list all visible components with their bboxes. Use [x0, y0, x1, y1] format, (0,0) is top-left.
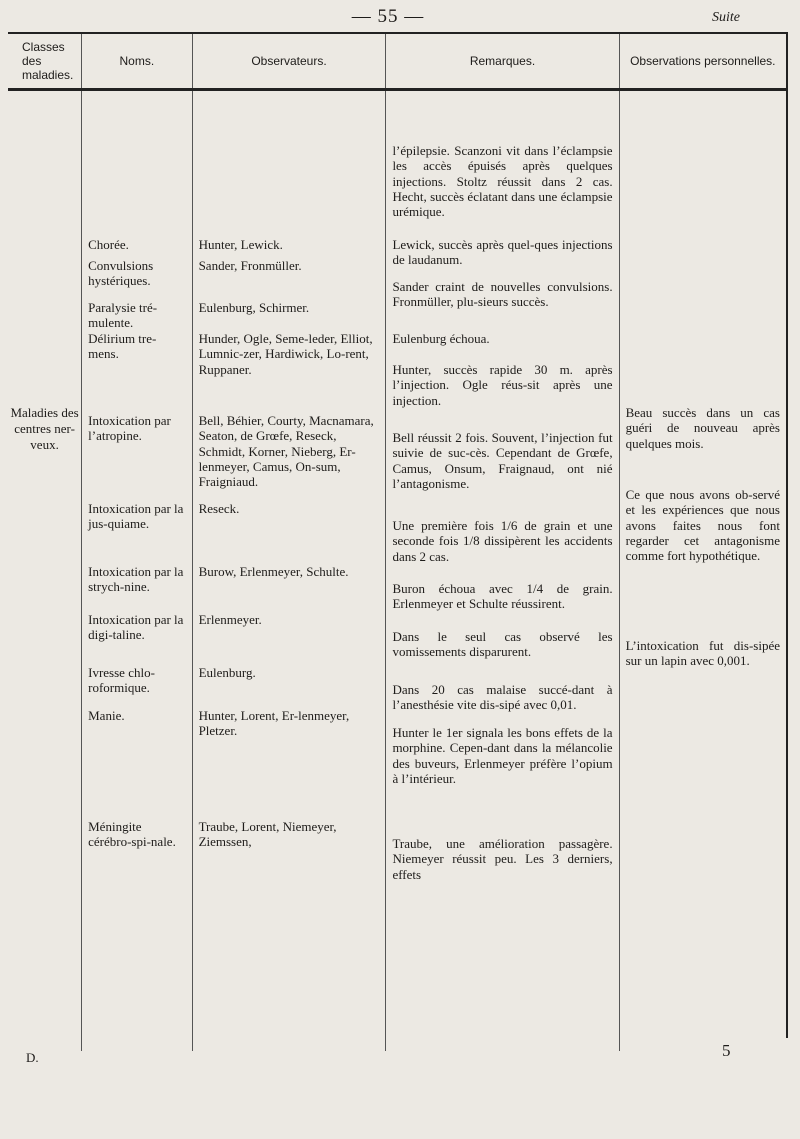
- nom-manie: Manie.: [88, 708, 125, 723]
- remarques-convulsions: Sander craint de nouvelles convulsions. Fronmüller, plu-sieurs succès.: [392, 279, 613, 310]
- remarques-meningite: Traube, une amélioration passagère. Niemeyer réussit peu. Les 3 derniers, effets: [392, 836, 613, 882]
- remarques-intro: l’épilepsie. Scanzoni vit dans l’éclampsie les accès épuisés après quelques injections. Stoltz réussit dans 2 cas. Hecht, succès éclatant dans une éclampsie urémique.: [392, 143, 613, 220]
- observateurs-paralysie: Eulenburg, Schirmer.: [198, 300, 310, 315]
- continuation-label: Suite: [712, 10, 740, 25]
- nom-convulsions: Convulsions hystériques.: [88, 258, 154, 289]
- nom-paralysie: Paralysie tré-mulente.: [88, 300, 158, 331]
- nom-chorée: Chorée.: [88, 237, 129, 252]
- column-header-observateurs: Observateurs.: [192, 33, 386, 90]
- remarques-jusquiame: Une première fois 1/6 de grain et une seconde fois 1/8 dissipèrent les accidents dans 2 cas.: [392, 518, 613, 564]
- disease-class: Maladies des centres ner-veux.: [10, 405, 79, 452]
- remarques-cell: [386, 90, 619, 1052]
- remarques-paralysie: Eulenburg échoua.: [392, 331, 490, 346]
- signature-mark: D.: [26, 1050, 39, 1065]
- observateurs-delirium: Hunder, Ogle, Seme-leder, Elliot, Lumnic-zer, Hardiwick, Lo-rent, Ruppaner.: [198, 331, 373, 377]
- remarques-digitaline: Dans le seul cas observé les vomissements disparurent.: [392, 629, 613, 660]
- nom-strychnine: Intoxication par la strych-nine.: [88, 564, 184, 595]
- observation-strychnine: L’intoxication fut dis-sipée sur un lapin avec 0,001.: [625, 638, 780, 669]
- table-body-row: [8, 90, 786, 1052]
- nom-delirium: Délirium tre-mens.: [88, 331, 157, 362]
- observateurs-chorée: Hunter, Lewick.: [198, 237, 283, 252]
- observateurs-atropine: Bell, Béhier, Courty, Macnamara, Seaton, de Grœfe, Reseck, Schmidt, Korner, Nieberg, Er-lenmeyer, Camus, On-sum, Fraigniaud.: [198, 413, 374, 490]
- observations-cell: [619, 90, 786, 1052]
- column-header-observations: Observations personnelles.: [619, 33, 786, 90]
- remarques-chorée: Lewick, succès après quel-ques injections de laudanum.: [392, 237, 613, 268]
- data-table: [8, 32, 786, 1051]
- nom-jusquiame: Intoxication par la jus-quiame.: [88, 501, 184, 532]
- column-header-remarques: Remarques.: [386, 33, 619, 90]
- table-header-row: [8, 33, 786, 90]
- observation-delirium: Beau succès dans un cas guéri de nouveau après quelques mois.: [625, 405, 780, 451]
- column-header-noms: Noms.: [82, 33, 192, 90]
- observateurs-strychnine: Burow, Erlenmeyer, Schulte.: [198, 564, 349, 579]
- column-header-classes: Classes des maladies.: [8, 33, 82, 90]
- classes-cell: [8, 90, 82, 1052]
- remarques-atropine: Bell réussit 2 fois. Souvent, l’injection fut suivie de suc-cès. Cependant de Grœfe, Camus, Onsum, Fraignaud, ont nié l’antagonisme.: [392, 430, 613, 491]
- observation-atropine: Ce que nous avons ob-servé et les expériences que nous avons faites nous font regarder cet antagonisme comme fort hypothétique.: [625, 487, 780, 564]
- observateurs-manie: Hunter, Lorent, Er-lenmeyer, Pletzer.: [198, 708, 350, 739]
- observateurs-chloroforme: Eulenburg.: [198, 665, 256, 680]
- observateurs-jusquiame: Reseck.: [198, 501, 240, 516]
- observateurs-digitaline: Erlenmeyer.: [198, 612, 262, 627]
- remarques-strychnine: Buron échoua avec 1/4 de grain. Erlenmeyer et Schulte réussirent.: [392, 581, 613, 612]
- nom-meningite: Méningite cérébro-spi-nale.: [88, 819, 176, 850]
- remarques-chloroforme: Dans 20 cas malaise succé-dant à l’anesthésie vite dis-sipé avec 0,01.: [392, 682, 613, 713]
- page-number: — 55 —: [351, 6, 425, 27]
- gathering-number: 5: [722, 1041, 731, 1060]
- observateurs-convulsions: Sander, Fronmüller.: [198, 258, 302, 273]
- observateurs-meningite: Traube, Lorent, Niemeyer, Ziemssen,: [198, 819, 337, 850]
- noms-cell: [82, 90, 192, 1052]
- data-table-wrapper: [8, 32, 788, 1038]
- remarques-manie: Hunter le 1er signala les bons effets de la morphine. Cepen-dant dans la mélancolie des buveurs, Erlenmeyer préfère l’opium à l’intérieur.: [392, 725, 613, 786]
- remarques-delirium: Hunter, succès rapide 30 m. après l’injection. Ogle réus-sit après une injection.: [392, 362, 613, 408]
- nom-atropine: Intoxication par l’atropine.: [88, 413, 171, 444]
- observateurs-cell: [192, 90, 386, 1052]
- nom-chloroforme: Ivresse chlo-roformique.: [88, 665, 155, 696]
- nom-digitaline: Intoxication par la digi-taline.: [88, 612, 184, 643]
